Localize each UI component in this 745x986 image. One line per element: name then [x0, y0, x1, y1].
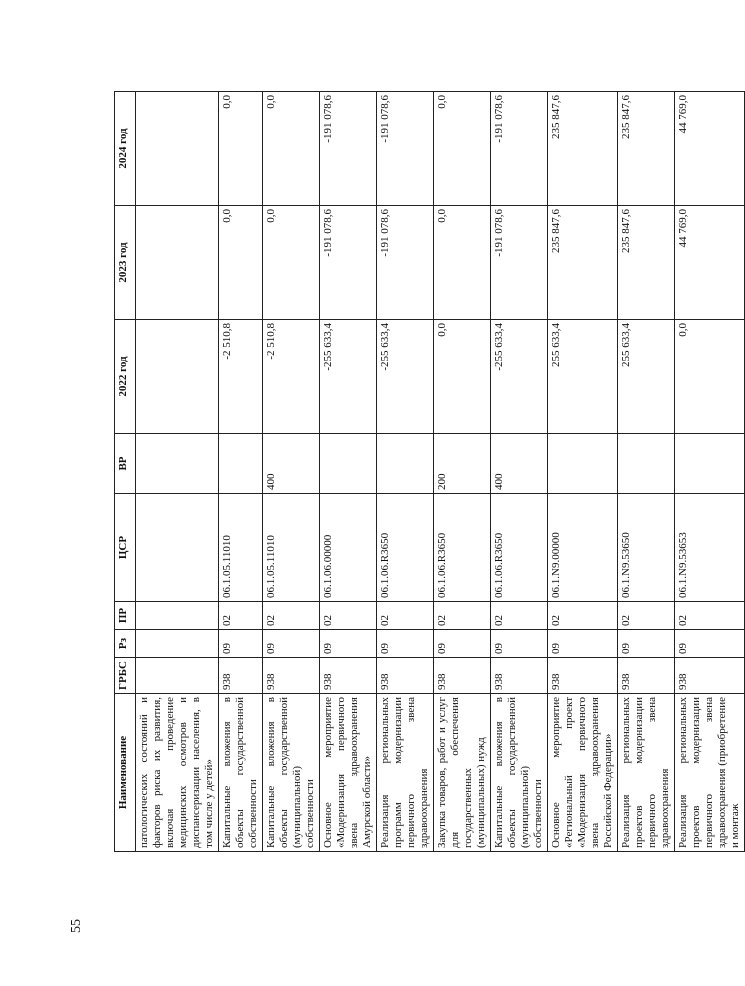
row-2022: 0,0: [434, 320, 491, 434]
table-row: [548, 92, 618, 852]
row-vr: 400: [491, 434, 548, 494]
row-2023: -191 078,6: [320, 206, 377, 320]
row-csr: 06.1.N9.53650: [618, 494, 675, 602]
row-2024: 0,0: [434, 92, 491, 206]
row-2023: 44 769,0: [675, 206, 745, 320]
row-grbs: 938: [320, 658, 377, 694]
row-name: Капитальные вложения в объекты государственной (муниципальной) собственности: [263, 694, 320, 852]
table-row: [491, 92, 548, 852]
row-2023: 0,0: [434, 206, 491, 320]
row-csr: 06.1.06.R3650: [434, 494, 491, 602]
row-csr: [136, 494, 219, 602]
table-header-row: [115, 92, 136, 852]
table-row: [618, 92, 675, 852]
row-name: Закупка товаров, работ и услуг для обеспечения государственных (муниципальных) нужд: [434, 694, 491, 852]
row-2024: 0,0: [219, 92, 263, 206]
row-csr: 06.1.05.11010: [219, 494, 263, 602]
row-rz: 09: [491, 630, 548, 658]
row-pr: 02: [548, 602, 618, 630]
row-pr: 02: [377, 602, 434, 630]
row-pr: 02: [263, 602, 320, 630]
row-vr: [377, 434, 434, 494]
row-2022: 0,0: [675, 320, 745, 434]
row-grbs: 938: [377, 658, 434, 694]
row-grbs: 938: [675, 658, 745, 694]
row-2023: [136, 206, 219, 320]
row-grbs: [136, 658, 219, 694]
row-2023: -191 078,6: [377, 206, 434, 320]
row-2023: 0,0: [219, 206, 263, 320]
row-pr: 02: [675, 602, 745, 630]
header-vr: ВР: [115, 434, 136, 494]
row-grbs: 938: [618, 658, 675, 694]
row-pr: 02: [491, 602, 548, 630]
row-rz: 09: [548, 630, 618, 658]
row-pr: 02: [434, 602, 491, 630]
row-rz: 09: [219, 630, 263, 658]
row-pr: 02: [320, 602, 377, 630]
row-vr: 400: [263, 434, 320, 494]
row-2022: -255 633,4: [320, 320, 377, 434]
row-2024: 44 769,0: [675, 92, 745, 206]
row-csr: 06.1.06.00000: [320, 494, 377, 602]
row-name: Реализация региональных проектов модернизации первичного звена здравоохранения: [618, 694, 675, 852]
row-rz: 09: [320, 630, 377, 658]
row-vr: 200: [434, 434, 491, 494]
row-2022: [136, 320, 219, 434]
table-row: [377, 92, 434, 852]
page-number: 55: [69, 919, 84, 933]
row-rz: 09: [263, 630, 320, 658]
row-2022: 255 633,4: [548, 320, 618, 434]
row-2024: 0,0: [263, 92, 320, 206]
row-vr: [618, 434, 675, 494]
row-2023: 0,0: [263, 206, 320, 320]
row-2023: 235 847,6: [548, 206, 618, 320]
budget-table: [114, 91, 745, 852]
row-name: Основное мероприятие «Модернизация первичного звена здравоохранения Амурской области»: [320, 694, 377, 852]
row-csr: 06.1.N9.53653: [675, 494, 745, 602]
row-vr: [675, 434, 745, 494]
row-grbs: 938: [548, 658, 618, 694]
row-vr: [136, 434, 219, 494]
row-name: Реализация региональных программ модернизации первичного звена здравоохранения: [377, 694, 434, 852]
header-2023: 2023 год: [115, 206, 136, 320]
header-pr: ПР: [115, 602, 136, 630]
row-grbs: 938: [434, 658, 491, 694]
header-grbs: ГРБС: [115, 658, 136, 694]
row-grbs: 938: [263, 658, 320, 694]
row-2024: 235 847,6: [548, 92, 618, 206]
row-csr: 06.1.05.11010: [263, 494, 320, 602]
row-vr: [548, 434, 618, 494]
row-csr: 06.1.N9.00000: [548, 494, 618, 602]
table-row: [219, 92, 263, 852]
header-name: Наименование: [115, 694, 136, 852]
row-grbs: 938: [491, 658, 548, 694]
row-pr: 02: [618, 602, 675, 630]
row-2022: 255 633,4: [618, 320, 675, 434]
row-name: Основное мероприятие «Региональный проект «Модернизация первичного звена здравоохранения Российской Федерации»: [548, 694, 618, 852]
row-rz: [136, 630, 219, 658]
row-2022: -255 633,4: [377, 320, 434, 434]
table-row: [136, 92, 219, 852]
table-row: [434, 92, 491, 852]
header-2024: 2024 год: [115, 92, 136, 206]
row-2024: -191 078,6: [320, 92, 377, 206]
row-name: Капитальные вложения в объекты государственной собственности: [219, 694, 263, 852]
row-vr: [320, 434, 377, 494]
row-pr: 02: [219, 602, 263, 630]
row-rz: 09: [377, 630, 434, 658]
row-2024: [136, 92, 219, 206]
row-rz: 09: [675, 630, 745, 658]
row-2024: -191 078,6: [491, 92, 548, 206]
row-2022: -255 633,4: [491, 320, 548, 434]
row-2024: 235 847,6: [618, 92, 675, 206]
row-csr: 06.1.06.R3650: [491, 494, 548, 602]
row-2024: -191 078,6: [377, 92, 434, 206]
table-row: [320, 92, 377, 852]
row-rz: 09: [434, 630, 491, 658]
row-name: Капитальные вложения в объекты государственной (муниципальной) собственности: [491, 694, 548, 852]
header-rz: Рз: [115, 630, 136, 658]
row-2022: -2 510,8: [219, 320, 263, 434]
row-vr: [219, 434, 263, 494]
row-name: Реализация региональных проектов модернизации первичного звена здравоохранения (приобретение и монтаж: [675, 694, 745, 852]
row-2023: -191 078,6: [491, 206, 548, 320]
row-2023: 235 847,6: [618, 206, 675, 320]
row-2022: -2 510,8: [263, 320, 320, 434]
row-rz: 09: [618, 630, 675, 658]
row-pr: [136, 602, 219, 630]
row-name: патологических состояний и факторов риска их развития, включая проведение медицинских осмотров и диспансеризации населения, в том числе у детей»: [136, 694, 219, 852]
header-2022: 2022 год: [115, 320, 136, 434]
row-grbs: 938: [219, 658, 263, 694]
table-row: [263, 92, 320, 852]
row-csr: 06.1.06.R3650: [377, 494, 434, 602]
header-csr: ЦСР: [115, 494, 136, 602]
rotated-table-container: [114, 92, 741, 852]
table-row: [675, 92, 745, 852]
